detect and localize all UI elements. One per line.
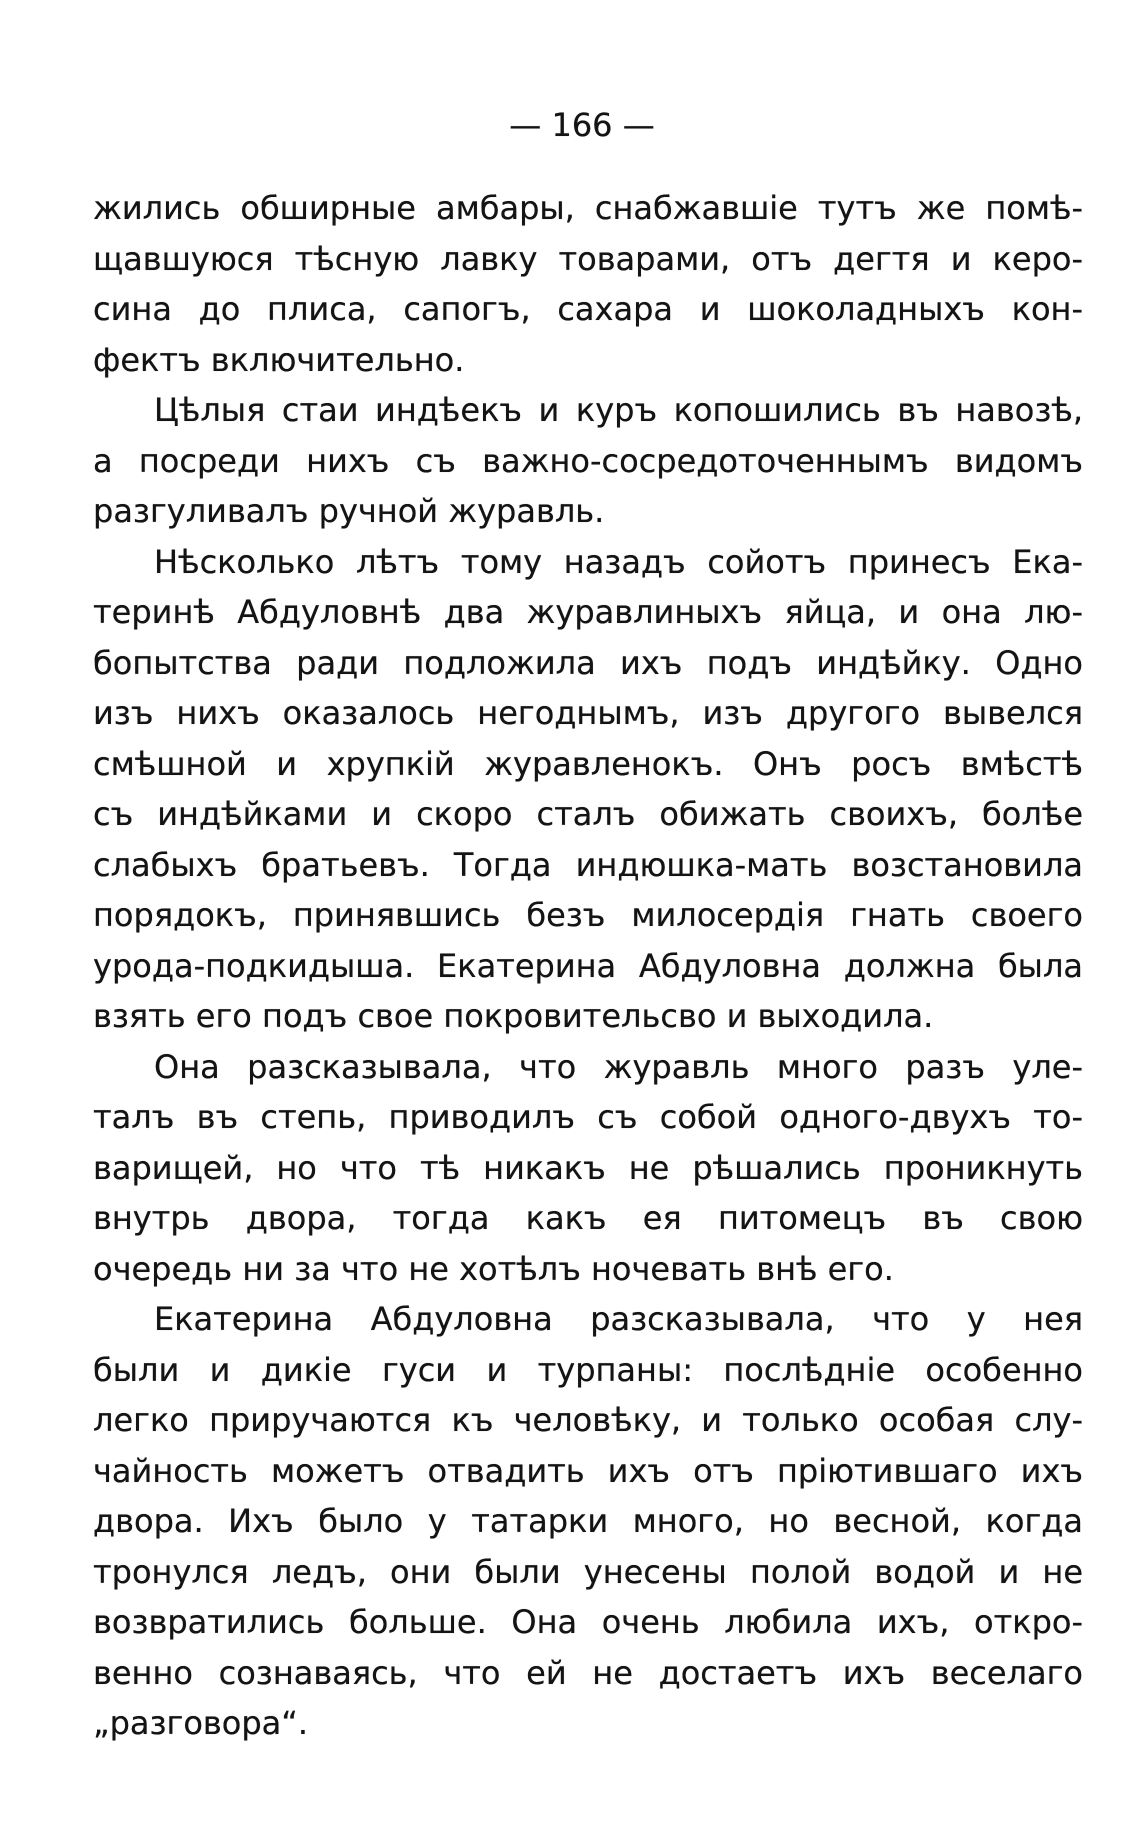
text-line: очередь ни за что не хотѣлъ ночевать внѣ его. xyxy=(93,1249,894,1288)
text-line: венно сознаваясь, что ей не достаетъ ихъ веселаго xyxy=(93,1653,1083,1692)
text-line: Она разсказывала, что журавль много разъ уле- xyxy=(154,1047,1083,1086)
text-line: тронулся ледъ, они были унесены полой водой и не xyxy=(93,1552,1083,1591)
text-line: были и дикіе гуси и турпаны: послѣдніе особенно xyxy=(93,1350,1083,1389)
text-line: Цѣлыя стаи индѣекъ и куръ копошились въ навозѣ, xyxy=(154,391,1083,429)
page-number: — 166 — xyxy=(509,106,655,144)
paragraph-4 xyxy=(93,1042,1083,1295)
text-line: щавшуюся тѣсную лавку товарами, отъ дегтя и керо- xyxy=(93,239,1083,278)
text-line: взять его подъ свое покровительсво и выходила. xyxy=(93,997,934,1035)
text-line: двора. Ихъ было у татарки много, но весной, когда xyxy=(93,1502,1083,1540)
text-line: съ индѣйками и скоро сталъ обижать своихъ, болѣе xyxy=(93,795,1083,833)
text-line: „разговора“. xyxy=(93,1704,309,1742)
text-line: сина до плиса, сапогъ, сахара и шоколадныхъ кон- xyxy=(93,290,1083,328)
text-line: жились обширные амбары, снабжавшіе тутъ же помѣ- xyxy=(93,189,1083,227)
text-line: изъ нихъ оказалось негоднымъ, изъ другого вывелся xyxy=(93,694,1083,732)
text-line: порядокъ, принявшись безъ милосердія гнать своего xyxy=(93,896,1083,934)
text-line: легко приручаются къ человѣку, и только особая слу- xyxy=(93,1401,1083,1439)
paragraph-3 xyxy=(93,537,1083,1042)
page-body xyxy=(93,183,1083,1749)
text-line: внутрь двора, тогда какъ ея питомецъ въ свою xyxy=(93,1199,1083,1237)
paragraph-1 xyxy=(93,183,1083,385)
paragraph-5 xyxy=(93,1294,1083,1749)
text-line: слабыхъ братьевъ. Тогда индюшка-мать возстановила xyxy=(93,845,1083,884)
text-line: возвратились больше. Она очень любила ихъ, откро- xyxy=(93,1603,1083,1641)
paragraph-2 xyxy=(93,385,1083,537)
text-line: смѣшной и хрупкій журавленокъ. Онъ росъ вмѣстѣ xyxy=(93,744,1083,783)
text-line: талъ въ степь, приводилъ съ собой одного-двухъ то- xyxy=(93,1098,1083,1136)
text-line: а посреди нихъ съ важно-сосредоточеннымъ видомъ xyxy=(93,441,1083,480)
text-line: теринѣ Абдуловнѣ два журавлиныхъ яйца, и она лю- xyxy=(93,593,1083,631)
text-line: бопытства ради подложила ихъ подъ индѣйку. Одно xyxy=(93,643,1083,682)
text-line: Екатерина Абдуловна разсказывала, что у нея xyxy=(154,1300,1083,1338)
text-line: чайность можетъ отвадить ихъ отъ пріютившаго ихъ xyxy=(93,1451,1083,1490)
text-line: фектъ включительно. xyxy=(93,340,465,379)
text-line: урода-подкидыша. Екатерина Абдуловна должна была xyxy=(93,946,1083,985)
text-line: варищей, но что тѣ никакъ не рѣшались проникнуть xyxy=(93,1148,1083,1187)
text-line: Нѣсколько лѣтъ тому назадъ сойотъ принесъ Ека- xyxy=(154,542,1083,581)
text-line: разгуливалъ ручной журавль. xyxy=(93,492,605,530)
